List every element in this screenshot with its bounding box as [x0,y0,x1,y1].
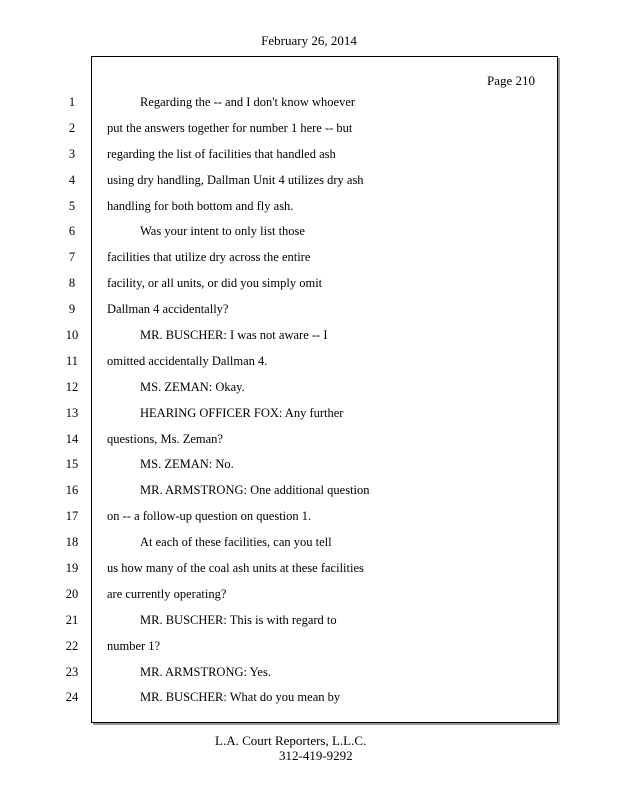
transcript-line [0,352,618,378]
line-number: 16 [65,483,79,498]
footer-company: L.A. Court Reporters, L.L.C. [215,733,367,748]
line-number: 13 [65,405,79,420]
line-number: 9 [68,302,76,317]
line-number: 20 [65,586,79,601]
transcript-line [0,507,618,533]
transcript-line [0,145,618,171]
transcript-line [0,93,618,119]
transcript-line [0,119,618,145]
line-text: Regarding the -- and I don't know whoever [140,95,356,109]
line-text: HEARING OFFICER FOX: Any further [140,405,344,420]
line-number: 6 [68,224,76,239]
line-number: 15 [65,457,79,472]
line-number: 17 [65,509,79,524]
line-text: omitted accidentally Dallman 4. [107,353,268,368]
line-number: 24 [65,690,79,705]
line-number: 5 [68,198,76,213]
transcript-lines [0,93,618,714]
transcript-line [0,688,618,714]
line-text: number 1? [107,638,161,653]
line-text: regarding the list of facilities that handled ash [107,146,336,161]
line-text: MR. BUSCHER: What do you mean by [140,690,341,705]
line-text: put the answers together for number 1 here -- but [107,120,353,135]
transcript-line [0,430,618,456]
line-number: 21 [65,612,79,627]
line-number: 10 [65,328,79,343]
transcript-line [0,611,618,637]
transcript-line [0,663,618,689]
line-text: MS. ZEMAN: No. [140,457,234,472]
line-text: Was your intent to only list those [140,224,305,239]
line-number: 19 [65,561,79,576]
line-text: are currently operating? [107,586,227,601]
transcript-line [0,559,618,585]
line-number: 4 [68,172,76,187]
line-text: on -- a follow-up question on question 1. [107,509,312,524]
transcript-line [0,404,618,430]
line-text: MR. BUSCHER: I was not aware -- I [140,328,328,343]
transcript-line [0,326,618,352]
line-text: questions, Ms. Zeman? [107,431,223,446]
transcript-line [0,637,618,663]
page-number: Page 210 [487,73,536,88]
transcript-line [0,171,618,197]
transcript-line [0,455,618,481]
line-text: At each of these facilities, can you tell [140,535,332,550]
line-text: us how many of the coal ash units at these facilities [107,561,364,576]
transcript-line [0,222,618,248]
line-number: 12 [65,379,79,394]
line-text: MR. ARMSTRONG: One additional question [140,483,370,498]
transcript-line [0,197,618,223]
transcript-line [0,585,618,611]
line-number: 18 [65,535,79,550]
line-number: 8 [68,276,76,291]
line-text: MR. ARMSTRONG: Yes. [140,664,271,679]
line-number: 22 [65,638,79,653]
transcript-line [0,300,618,326]
line-text: facilities that utilize dry across the entire [107,250,311,265]
line-text: MR. BUSCHER: This is with regard to [140,612,337,627]
transcript-line [0,533,618,559]
footer-phone: 312-419-9292 [279,748,353,763]
line-text: Dallman 4 accidentally? [107,302,229,317]
page-date: February 26, 2014 [261,33,357,48]
line-text: facility, or all units, or did you simply omit [107,276,323,291]
transcript-line [0,378,618,404]
line-number: 2 [68,120,76,135]
line-number: 1 [68,95,76,109]
line-text: MS. ZEMAN: Okay. [140,379,245,394]
transcript-line [0,274,618,300]
line-number: 7 [68,250,76,265]
line-number: 23 [65,664,79,679]
line-number: 3 [68,146,76,161]
line-text: handling for both bottom and fly ash. [107,198,294,213]
line-text: using dry handling, Dallman Unit 4 utilizes dry ash [107,172,364,187]
line-number: 11 [65,353,79,368]
line-number: 14 [65,431,79,446]
transcript-line [0,248,618,274]
transcript-line [0,481,618,507]
